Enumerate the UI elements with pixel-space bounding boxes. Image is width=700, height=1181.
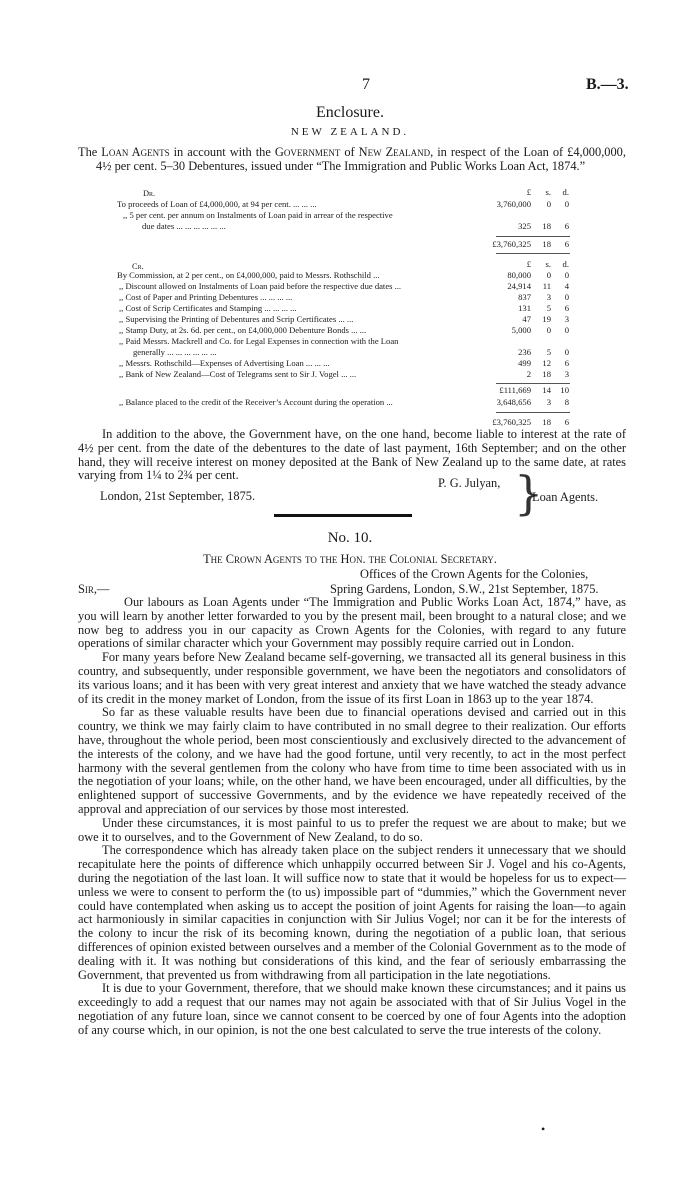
credit-label: Cr. bbox=[132, 262, 144, 271]
credit-row: generally ... ... ... ... ... ... 236 5 0 bbox=[133, 347, 569, 357]
signoff-signer: P. G. Julyan, bbox=[438, 476, 501, 490]
debit-currency-header: £ s. d. bbox=[526, 187, 569, 197]
credit-total: £3,760,325 18 6 bbox=[492, 417, 569, 427]
section-divider bbox=[274, 514, 412, 517]
credit-rule bbox=[496, 412, 570, 413]
debit-label: Dr. bbox=[143, 189, 156, 198]
page-number: 7 bbox=[362, 76, 370, 93]
credit-rule bbox=[496, 383, 570, 384]
credit-row: ,, Paid Messrs. Mackrell and Co. for Legal Expenses in connection with the Loan bbox=[119, 336, 399, 346]
letter-to-line: The Crown Agents to the Hon. the Colonial Secretary. bbox=[203, 552, 497, 566]
credit-currency-header: £ s. d. bbox=[526, 259, 569, 269]
credit-row: ,, Supervising the Printing of Debentures and Scrip Certificates ... ... 47 19 3 bbox=[119, 314, 569, 324]
credit-row: ,, Cost of Paper and Printing Debentures ... ... ... ... 837 3 0 bbox=[119, 292, 569, 302]
credit-balance: ,, Balance placed to the credit of the Receiver’s Account during the operation ... 3,648,656 3 8 bbox=[119, 397, 569, 407]
credit-row: By Commission, at 2 per cent., on £4,000,000, paid to Messrs. Rothschild ... 80,000 0 0 bbox=[117, 270, 569, 280]
letter-paragraph: For many years before New Zealand became self-governing, we transacted all its general business in this country, and subsequently, under responsible government, we have been the negotiators and consolidators of its various loans; and it has been with very great interest and anxiety that we have watched the steady advance of its credit in the money market of London, from the issue of its first Loan in 1863 up to the year 1874. bbox=[78, 650, 626, 706]
addendum-paragraph: In addition to the above, the Government have, on the one hand, become liable to interest at the rate of 4½ per cent. from the date of the debentures to the date of last payment, 16th September; and on the other hand, they will receive interest on money deposited at the Bank of New Zealand up to the same date, at rates varying from 1¼ to 2¾ per cent. bbox=[78, 427, 626, 483]
salutation: Sir,— bbox=[78, 582, 110, 596]
letter-body bbox=[78, 596, 626, 1038]
letter-paragraph: So far as these valuable results have been due to financial operations devised and carried out in this country, we think we may fairly claim to have contributed in no small degree to their realization. Our efforts have, throughout the whole period, been most conscientiously and exclusively directed to the advancement of the interests of the colony, and we have had the good fortune, until very recently, to act in the most perfect harmony with the several gentlemen from the colony who have from time to time been associated with us in the negotiation of your loans; while, on the other hand, we have been encouraged, under all difficulties, by the enlightened support of successive Governments, and by the evidence we have repeatedly received of the approval and appreciation of our services by those most interested. bbox=[78, 705, 626, 816]
letter-number: No. 10. bbox=[327, 530, 373, 546]
office-line-2: Spring Gardens, London, S.W., 21st September, 1875. bbox=[330, 582, 599, 596]
debit-row: due dates ... ... ... ... ... ... 325 18 6 bbox=[142, 221, 569, 231]
office-line-1: Offices of the Crown Agents for the Colonies, bbox=[360, 567, 589, 581]
credit-row: ,, Messrs. Rothschild—Expenses of Advertising Loan ... ... ... 499 12 6 bbox=[119, 358, 569, 368]
page-mark-icon: • bbox=[541, 1122, 546, 1136]
debit-rule bbox=[496, 253, 570, 254]
enclosure-country: NEW ZEALAND. bbox=[290, 126, 410, 138]
brace-icon: } bbox=[514, 466, 544, 520]
debit-total: £3,760,325 18 6 bbox=[492, 239, 569, 249]
credit-row: ,, Cost of Scrip Certificates and Stamping ... ... ... ... 131 5 6 bbox=[119, 303, 569, 313]
debit-rule bbox=[496, 236, 570, 237]
letter-paragraph: The correspondence which has already taken place on the subject renders it unnecessary that we should recapitulate here the points of difference which unhappily occurred between Sir J. Vogel and his co-Agents, during the negotiation of the last loan. It will suffice now to state that it would be hopeless for us to expect—unless we were to consent to perform the (to us) impossible part of “dummies,” which the Government never could have contemplated when asking us to accept the position of joint Agents for raising the loan—to again act harmoniously in similar capacities in conjunction with Sir Julius Vogel; nor can it be for the interests of the colony to incur the risk of its becoming known, during the negotiation of a public loan, that serious differences of opinion existed between ourselves and a member of the Colonial Government as to the mode of dealing with it. It was nothing but considerations of this kind, and the fear of seriously embarrassing the Government, that prevented us from withdrawing from all participation in the late negotiations. bbox=[78, 843, 626, 982]
credit-row: ,, Bank of New Zealand—Cost of Telegrams sent to Sir J. Vogel ... ... 2 18 3 bbox=[119, 369, 569, 379]
document-reference: B.—3. bbox=[586, 76, 629, 93]
signoff-place-date: London, 21st September, 1875. bbox=[100, 489, 256, 503]
credit-row: ,, Discount allowed on Instalments of Loan paid before the respective due dates ... 24,914 11 4 bbox=[119, 281, 569, 291]
debit-row: ,, 5 per cent. per annum on Instalments of Loan paid in arrear of the respective bbox=[123, 210, 393, 220]
account-intro: The Loan Agents in account with the Government of New Zealand, in respect of the Loan of £4,000,000, 4½ per cent. 5–30 Debentures, issued under “The Immigration and Public Works Loan Act, 1874.” bbox=[78, 145, 626, 173]
letter-paragraph: It is due to your Government, therefore, that we should make known these circumstances; and it pains us exceedingly to add a request that our names may not again be associated with that of Sir Julius Vogel in the negotiation of any future loan, since we cannot consent to be coerced by one of four Agents into the adoption of any course which, in our opinion, is not the one best calculated to serve the true interests of the colony. bbox=[78, 981, 626, 1037]
credit-row: ,, Stamp Duty, at 2s. 6d. per cent., on £4,000,000 Debenture Bonds ... ... 5,000 0 0 bbox=[119, 325, 569, 335]
letter-paragraph: Under these circumstances, it is most painful to us to prefer the request we are about to make; but we owe it to ourselves, and to the Government of New Zealand, to do so. bbox=[78, 815, 626, 844]
enclosure-title: Enclosure. bbox=[316, 104, 384, 121]
letter-paragraph: Our labours as Loan Agents under “The Immigration and Public Works Loan Act, 1874,” have, as you will learn by another letter forwarded to you by the present mail, been brought to a natural close; and we now beg to address you in our capacity as Crown Agents for the Colonies, with regard to any future operations of similar character which your Government may possibly require carried out in London. bbox=[78, 595, 626, 651]
debit-row: To proceeds of Loan of £4,000,000, at 94 per cent. ... ... ... 3,760,000 0 0 bbox=[117, 199, 569, 209]
signoff-role: Loan Agents. bbox=[532, 490, 599, 504]
credit-subtotal: £111,669 14 10 bbox=[499, 385, 569, 395]
